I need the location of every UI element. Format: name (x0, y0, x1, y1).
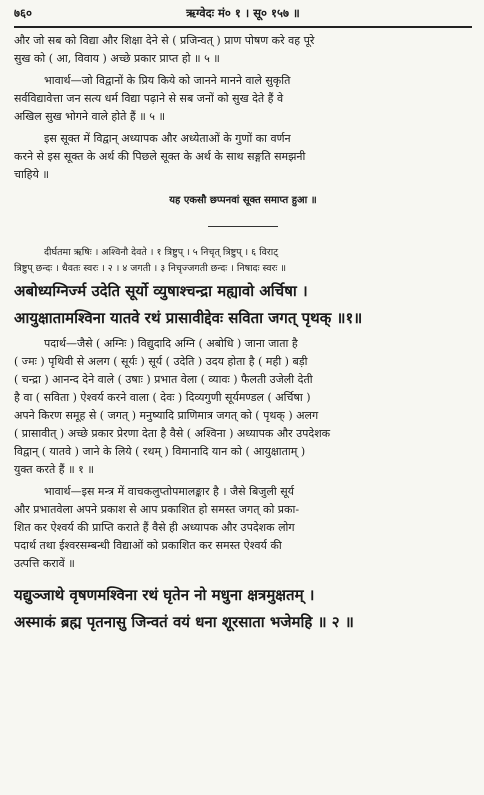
bhavarth-paragraph-1 (14, 72, 472, 126)
sukta-closing: यह एकसौ छप्पनवां सूक्त समाप्त हुआ ॥ (169, 195, 317, 206)
text-line: और जो सब को विद्या और शिक्षा देने से ( प्रजिन्वत् ) प्राण पोषण करे वह पूरे (14, 34, 315, 47)
text-line: इस सूक्त में विद्वान् अध्यापक और अध्येताओं के गुणों का वर्णन (44, 132, 291, 145)
text-line: त्रिष्टुप् छन्दः । धैवतः स्वरः । २ । ४ जगती । ३ निचृज्जगती छन्दः । निषादः स्वरः ॥ (14, 263, 287, 274)
text-line: ( चन्द्रा ) आनन्द देने वाले ( उषाः ) प्रभात वेला ( व्यावः ) फैलती उजेली देती (14, 373, 313, 386)
mantra-2 (14, 583, 472, 635)
padarth-paragraph (14, 335, 472, 479)
text-line: करने से इस सूक्त के अर्थ की पिछले सूक्त के अर्थ के साथ सङ्गति समझनी (14, 150, 306, 163)
text-line: शित कर ऐश्वर्य की प्राप्ति कराते हैं वैसे ही अध्यापक और उपदेशक लोग (14, 521, 295, 534)
intro-paragraph (14, 32, 472, 68)
mantra-line: यद्युञ्जाथे वृषणमश्विना रथं घृतेन नो मधुना क्षत्रमुक्षतम् । (14, 586, 315, 604)
mantra-1 (14, 279, 472, 331)
text-line: चाहिये ॥ (14, 168, 49, 181)
text-line: है वा ( सविता ) ऐश्वर्य करने वाला ( देवः ) दिव्यगुणी सूर्यमण्डल ( अर्चिषा ) (14, 391, 311, 404)
mantra-line: अस्माकं ब्रह्म पृतनासु जिन्वतं वयं धना शूरसाता भजेमहि ॥ २ ॥ (14, 613, 354, 631)
summary-paragraph (14, 130, 472, 184)
text-line: भावार्थ—जो विद्वानों के प्रिय किये को जानने मानने वाले सुकृति (44, 74, 291, 87)
page-number: ७६० (14, 6, 32, 20)
text-line: ( ज्मः ) पृथिवी से अलग ( सूर्यः ) सूर्य ( उदेति ) उदय होता है ( मही ) बड़ी (14, 355, 308, 368)
text-line: युक्त करते हैं ॥ १ ॥ (14, 463, 94, 476)
page-header (14, 6, 472, 28)
text-line: भावार्थ—इस मन्त्र में वाचकलुप्तोपमालङ्कार है । जैसे बिजुली सूर्य (44, 485, 295, 498)
running-title: ऋग्वेदः मं० १ । सू० १५७ ॥ (186, 6, 300, 20)
sukta-meta (14, 245, 472, 277)
text-line: विद्वान् ( यातवे ) जाने के लिये ( रथम् ) विमानादि यान को ( आयुक्षाताम् ) (14, 445, 306, 458)
text-line: दीर्घतमा ऋषिः । अश्विनौ देवते । १ त्रिष्टुप् । ५ निचृत् त्रिष्टुप् । ६ विराट् (44, 247, 279, 258)
section-divider (208, 226, 278, 227)
text-line: पदार्थ तथा ईश्वरसम्बन्धी विद्याओं को प्रकाशित कर समस्त ऐश्वर्य की (14, 539, 282, 552)
mantra-line: आयुक्षातामश्विना यातवे रथं प्रासावीद्देवः सविता जगत् पृथक् ॥१॥ (14, 309, 363, 327)
text-line: सर्वविद्यावेत्ता जन सत्य धर्म विद्या पढ़ाने से सब जनों को सुख देते हैं वे (14, 92, 284, 105)
text-line: और प्रभातवेला अपने प्रकाश से आप प्रकाशित हो समस्त जगत् को प्रका- (14, 503, 300, 516)
text-line: सुख को ( आ, विवाय ) अच्छे प्रकार प्राप्त हो ॥ ५ ॥ (14, 52, 220, 65)
text-line: ( प्रासावीत् ) अच्छे प्रकार प्रेरणा देता है वैसे ( अश्विना ) अध्यापक और उपदेशक (14, 427, 331, 440)
text-line: उत्पत्ति करावें ॥ (14, 557, 75, 570)
bhavarth-paragraph-2 (14, 483, 472, 573)
mantra-line: अबोध्यग्निर्ज्म उदेति सूर्यो व्युषाश्चन्द्रा मह्यावो अर्चिषा । (14, 282, 308, 300)
text-line: अपने किरण समूह से ( जगत् ) मनुष्यादि प्राणिमात्र जगत् को ( पृथक् ) अलग (14, 409, 319, 422)
text-line: पदार्थ—जैसे ( अग्निः ) विद्युदादि अग्नि ( अबोधि ) जाना जाता है (44, 337, 298, 350)
text-line: अखिल सुख भोगने वाले होते हैं ॥ ५ ॥ (14, 110, 166, 123)
